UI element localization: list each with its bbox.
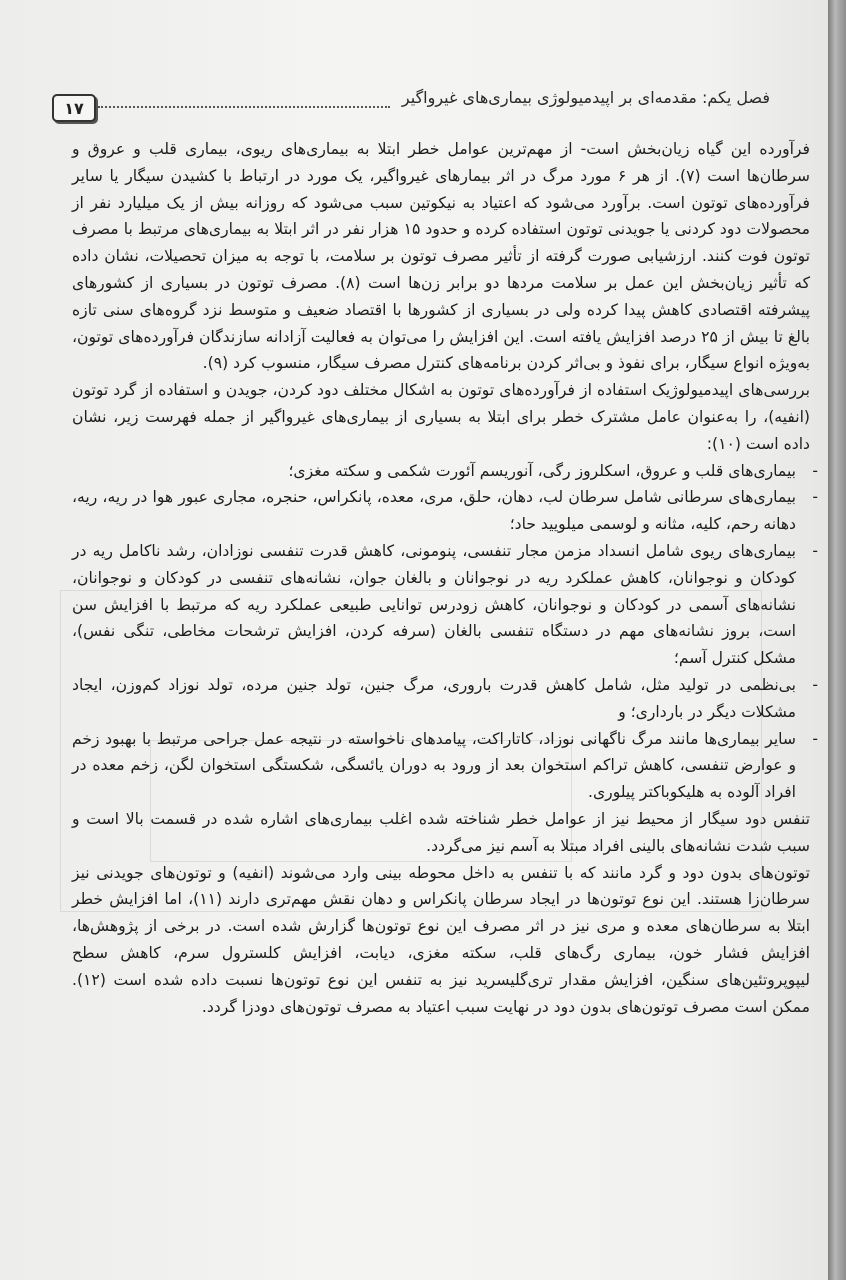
paragraph-secondhand-smoke: تنفس دود سیگار از محیط نیز از عوامل خطر شناخته شده اغلب بیماری‌های اشاره شده در قسمت بالا است و سبب شدت نشانه‌های بالینی افراد مبتلا به آسم نیز می‌گردد. bbox=[72, 809, 810, 855]
paragraph-tobacco-risks: فرآورده این گیاه زیان‌بخش است- از مهم‌ترین عوامل خطر ابتلا به بیماری‌های ریوی، بیماری قلب و عروق و سرطان‌ها است (۷). از هر ۶ مورد مرگ در اثر بیمارهای غیرواگیر، یک مورد در ارتباط با کشیدن سیگار یا سایر فرآورده‌های توتون است. برآورد می‌شود که اعتیاد به نیکوتین سبب می‌شود که روزانه بیش از یک میلیارد نفر از محصولات دود کردنی یا جویدنی توتون استفاده کرده و حدود ۱۵ هزار نفر در اثر ابتلا به بیماری‌های مرتبط با مصرف توتون فوت کنند. ارزشیابی صورت گرفته از تأثیر مصرف توتون بر سلامت، با توجه به میزان تحصیلات، نشان داده که تأثیر زیان‌بخش این عمل بر سلامت مردها دو برابر زن‌ها است (۸). مصرف توتون در بسیاری از کشورهای پیشرفته اقتصادی کاهش پیدا کرده ولی در بسیاری از کشورها با اقتصاد ضعیف و متوسط نزد گروه‌های سنی تازه بالغ تا بیش از ۲۵ درصد افزایش یافته است. این افزایش را می‌توان به فعالیت آزادانه سازندگان فرآورده‌های توتون، به‌ویژه انواع سیگار، برای نفوذ و بی‌اثر کردن برنامه‌های کنترل مصرف سیگار، منسوب کرد (۹). bbox=[72, 140, 810, 373]
bullet-dash: - bbox=[812, 541, 818, 560]
list-item bbox=[72, 538, 818, 672]
header-dotted-rule bbox=[98, 106, 390, 108]
list-item-text: بیماری‌های ریوی شامل انسداد مزمن مجار تنفسی، پنومونی، کاهش قدرت تنفسی نوزادان، رشد ناکامل ریه در کودکان و نوجوانان، کاهش عملکرد ریه در نوجوانان و بالغان جوان، نشانه‌های تنفسی در کودکان و نوجوانان، نشانه‌های آسمی در کودکان و نوجوانان، کاهش زودرس توانایی طبیعی عملکرد ریه که مرتبط با افزایش سن است، بروز نشانه‌های مهم در دستگاه تنفسی بالغان (سرفه کردن، افزایش ترشحات مخاطی، تنگی نفس)، مشکل کنترل آسم؛ bbox=[72, 541, 796, 668]
chapter-title: فصل یکم: مقدمه‌ای بر اپیدمیولوژی بیماری‌های غیرواگیر bbox=[401, 88, 770, 107]
bullet-dash: - bbox=[812, 461, 818, 480]
bullet-dash: - bbox=[812, 675, 818, 694]
bullet-dash: - bbox=[812, 488, 818, 507]
paragraph-smokeless-tobacco: توتون‌های بدون دود و گرد مانند که با تنفس به داخل محوطه بینی وارد می‌شوند (انفیه) و توتون‌های جویدنی نیز سرطان‌زا هستند. این نوع توتون‌ها در ایجاد سرطان پانکراس و دهان نقش مهم‌تری دارند (۱۱)، اما افزایش خطر ابتلا به سرطان‌های معده و مری نیز در اثر مصرف این نوع توتون‌ها گزارش شده است. در برخی از پژوهش‌ها، افزایش فشار خون، بیماری رگ‌های قلب، سکته مغزی، دیابت، افزایش کلسترول سرم، کاهش سطح لیپوپروتئین‌های سنگین، افزایش مقدار تری‌گلیسرید نیز به تنفس این نوع توتون‌ها نسبت داده شده است (۱۲). ممکن است مصرف توتون‌های بدون دود در نهایت سبب اعتیاد به مصرف توتون‌های دودزا گردد. bbox=[72, 863, 810, 1016]
page-number: ۱۷ bbox=[52, 94, 96, 122]
disease-list bbox=[72, 458, 818, 806]
list-item bbox=[72, 484, 818, 538]
list-item-text: بی‌نظمی در تولید مثل، شامل کاهش قدرت باروری، مرگ جنین، تولد جنین مرده، تولد نوزاد کم‌وزن، ایجاد مشکلات دیگر در بارداری؛ و bbox=[72, 675, 796, 721]
paragraph-epidemiology: بررسی‌های اپیدمیولوژیک استفاده از فرآورده‌های توتون به اشکال مختلف دود کردن، جویدن و استفاده از گرد توتون (انفیه)، را به‌عنوان عامل مشترک خطر برای ابتلا به بسیاری از بیماری‌های غیرواگیر از جمله فهرست زیر، نشان داده است (۱۰): bbox=[72, 381, 810, 453]
running-header bbox=[52, 86, 770, 128]
list-item-text: بیماری‌های سرطانی شامل سرطان لب، دهان، حلق، مری، معده، پانکراس، حنجره، مجاری عبور هوا در ریه، ریه، دهانه رحم، کلیه، مثانه و لوسمی میلویید حاد؛ bbox=[72, 488, 796, 534]
list-item bbox=[72, 458, 818, 485]
body-text bbox=[72, 136, 818, 1020]
bullet-dash: - bbox=[812, 729, 818, 748]
book-spine-edge bbox=[828, 0, 846, 1280]
list-item bbox=[72, 726, 818, 806]
list-item-text: بیماری‌های قلب و عروق، اسکلروز رگی، آنوریسم آئورت شکمی و سکته مغزی؛ bbox=[288, 461, 796, 480]
list-item-text: سایر بیماری‌ها مانند مرگ ناگهانی نوزاد، کاتاراکت، پیامدهای ناخواسته در نتیجه عمل جراحی مرتبط با بهبود زخم و عوارض تنفسی، کاهش تراکم استخوان بعد از ورود به دوران یائسگی، شکستگی استخوان لگن، زخم معده در افراد آلوده به هلیکوباکتر پیلوری. bbox=[72, 729, 796, 802]
list-item bbox=[72, 672, 818, 726]
